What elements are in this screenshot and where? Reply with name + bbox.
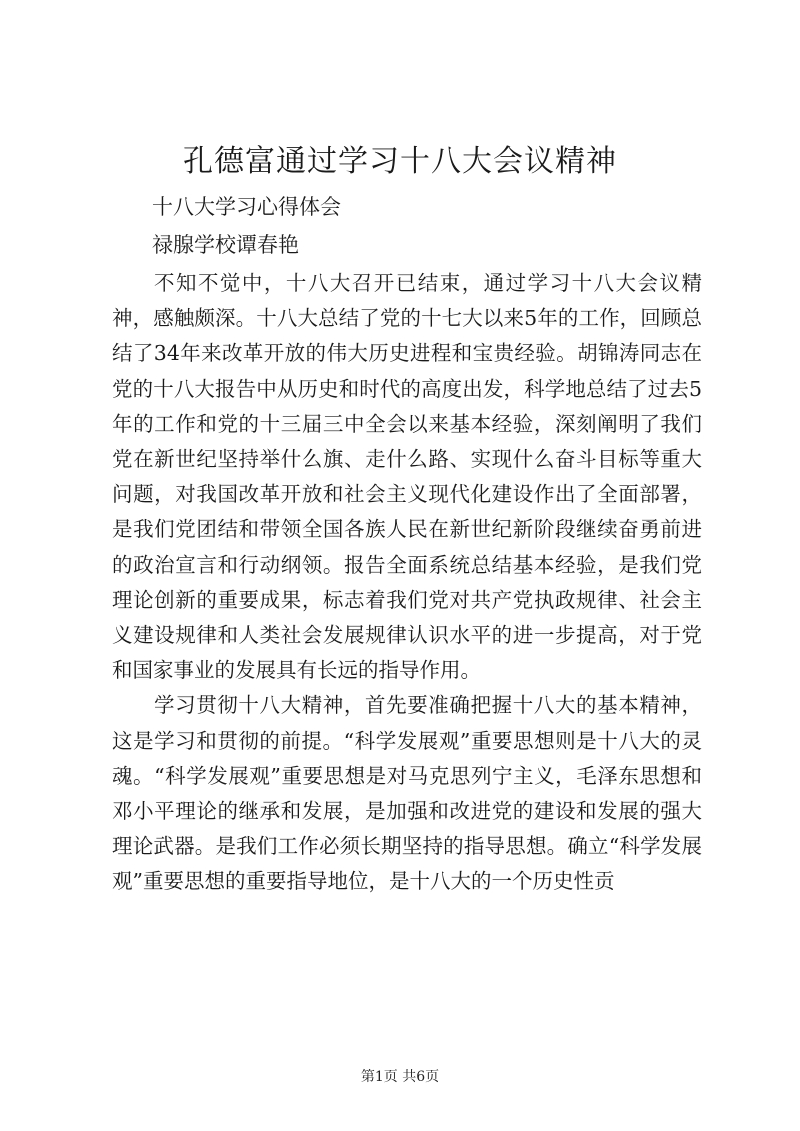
page-number-footer: 第1页 共6页 xyxy=(360,1069,440,1085)
document-subtitle: 十八大学习心得体会 xyxy=(152,195,341,219)
author-line: 禄腺学校谭春艳 xyxy=(152,233,299,257)
paragraph-2: 学习贯彻十八大精神，首先要准确把握十八大的基本精神，这是学习和贯彻的前提。“科学发展观”重要思想则是十八大的灵魂。“科学发展观”重要思想是对马克思列宁主义，毛泽东思想和邓小平理论的继承和发展，是加强和改进党的建设和发展的强大理论武器。是我们工作必须长期坚持的指导思想。确立“科学发展观”重要思想的重要指导地位，是十八大的一个历史性贡 xyxy=(112,693,702,894)
document-body xyxy=(112,266,702,900)
paragraph-1: 不知不觉中，十八大召开已结束，通过学习十八大会议精神，感触颇深。十八大总结了党的十七大以来5年的工作，回顾总结了34年来改革开放的伟大历史进程和宝贵经验。胡锦涛同志在党的十八大报告中从历史和时代的高度出发，科学地总结了过去5年的工作和党的十三届三中全会以来基本经验，深刻阐明了我们党在新世纪坚持举什么旗、走什么路、实现什么奋斗目标等重大问题，对我国改革开放和社会主义现代化建设作出了全面部署，是我们党团结和带领全国各族人民在新世纪新阶段继续奋勇前进的政治宣言和行动纲领。报告全面系统总结基本经验，是我们党理论创新的重要成果，标志着我们党对共产党执政规律、社会主义建设规律和人类社会发展规律认识水平的进一步提高，对于党和国家事业的发展具有长远的指导作用。 xyxy=(112,271,702,683)
document-title: 孔德富通过学习十八大会议精神 xyxy=(183,144,617,179)
